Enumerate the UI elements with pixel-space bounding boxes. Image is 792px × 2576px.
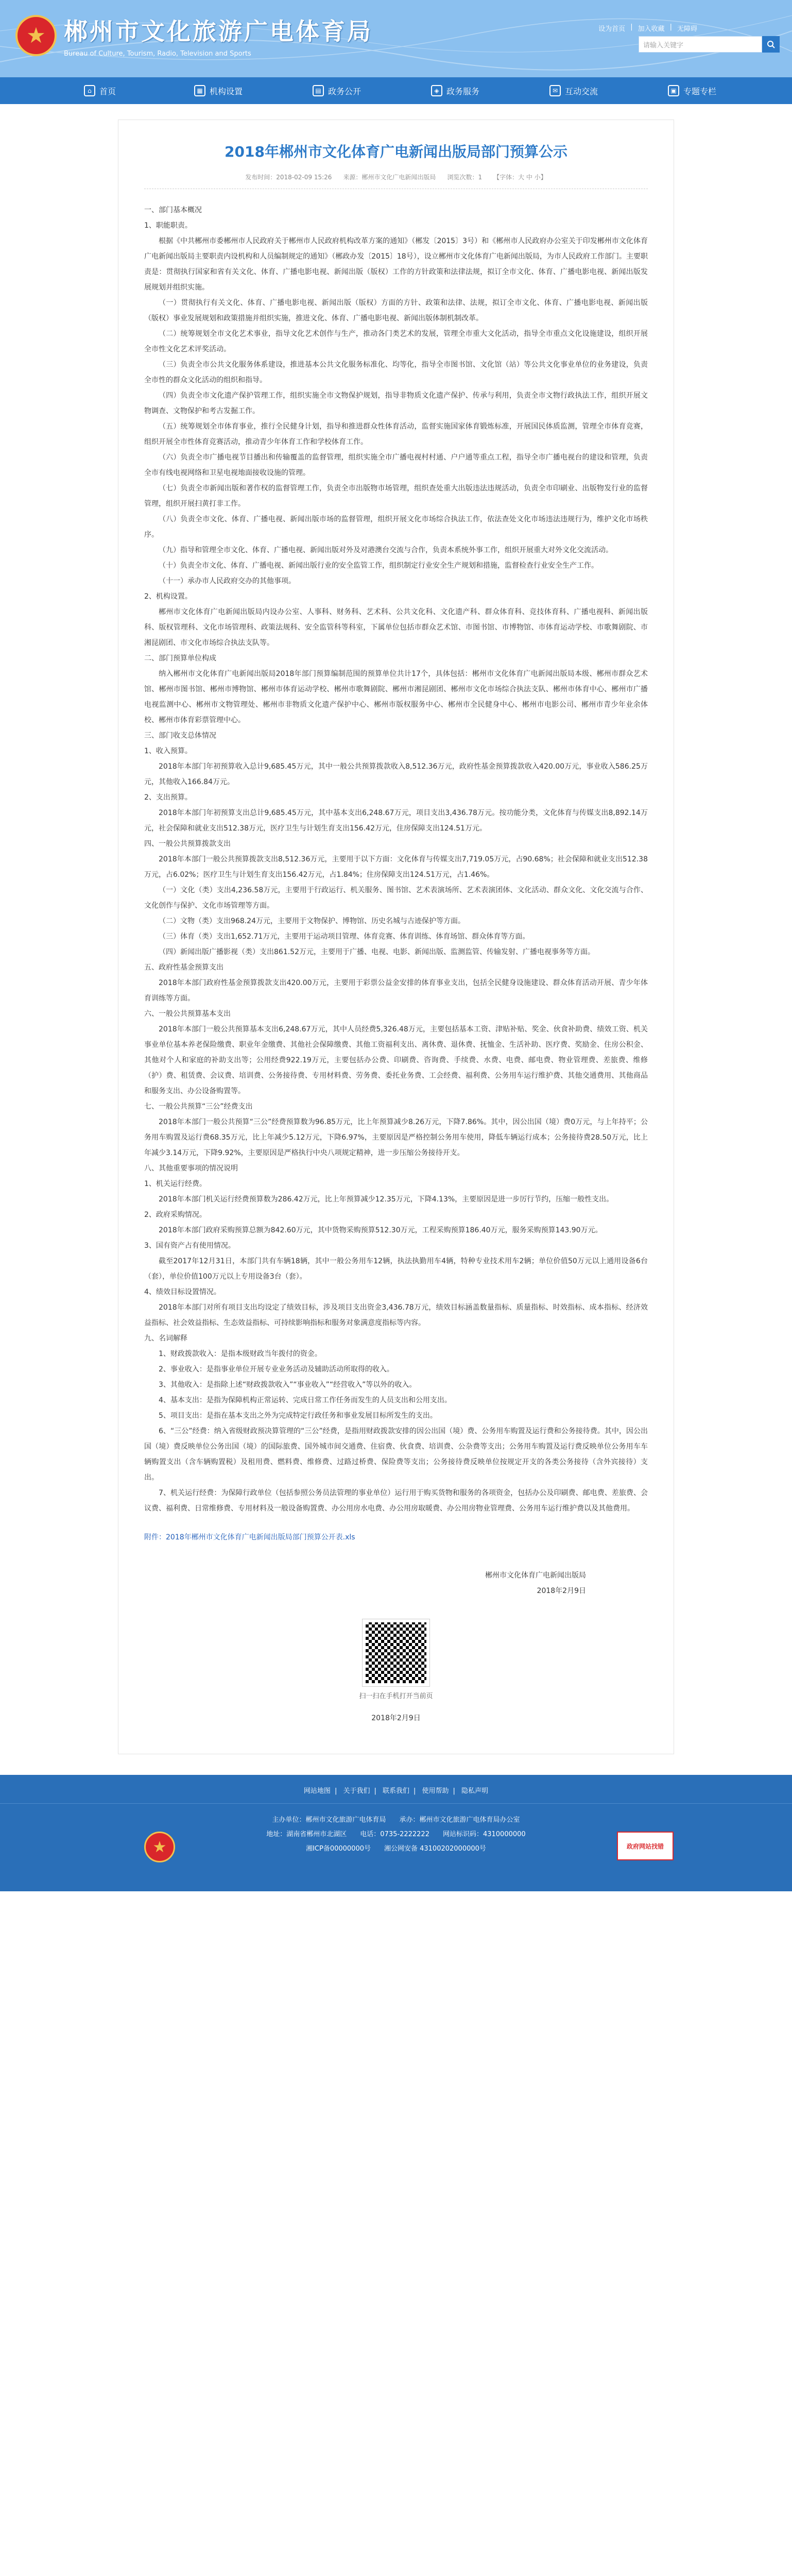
nav-label: 专题专栏 — [683, 86, 716, 96]
source: 来源：郴州市文化广电新闻出版局 — [343, 174, 436, 181]
footer-links: 网站地图 | 关于我们 | 联系我们 | 使用帮助 | 隐私声明 — [0, 1775, 792, 1804]
article-paragraph: 5、项目支出：是指在基本支出之外为完成特定行政任务和事业发展目标所发生的支出。 — [159, 1412, 437, 1420]
article-paragraph: （十）负责全市文化、体育、广播电视、新闻出版行业的安全监管工作，组织制定行业安全生产规划和措施，监督检查行业安全生产工作。 — [159, 562, 598, 570]
top-links: 设为首页 | 加入收藏 | 无障碍 — [596, 23, 699, 33]
article-paragraph: 一、部门基本概况 — [144, 206, 202, 214]
article-paragraph: （六）负责全市广播电视节目播出和传输覆盖的监督管理，组织实施全市广播电视村村通、户户通等重点工程，指导全市广播电视台的建设和管理，负责全市有线电视网络和卫星电视地面接收设施的管理。 — [144, 453, 648, 477]
attachment-link[interactable]: 附件：2018年郴州市文化体育广电新闻出版局部门预算公开表.xls — [144, 1533, 355, 1541]
article-paragraph: 七、一般公共预算“三公”经费支出 — [144, 1103, 253, 1111]
site-header — [0, 0, 792, 77]
party-emblem-icon[interactable]: ★ — [144, 1832, 175, 1862]
article-body — [144, 202, 648, 1516]
article-paragraph: 6、“三公”经费：纳入省级财政预决算管理的“三公”经费，是指用财政拨款安排的因公出国（境）费、公务用车购置及运行费和公务接待费。其中，因公出国（境）费反映单位公务出国（境）的国际旅费、国外城市间交通费、住宿费、伙食费、培训费、公杂费等支出；公务用车购置及运行费反映单位公务用车车辆购置支出（含车辆购置税）及租用费、燃料费、维修费、过路过桥费、保险费等支出；公务接待费反映单位按规定开支的各类公务接待（含外宾接待）支出。 — [144, 1427, 648, 1482]
footer-info-line: 湘ICP备00000000号 湘公网安备 43100202000000号 — [306, 1845, 486, 1853]
footer-info-line: 地址：湖南省郴州市北湖区 电话：0735-2222222 网站标识码：4310000000 — [266, 1831, 526, 1838]
nav-gov-info[interactable] — [278, 77, 396, 104]
article-paragraph: 2018年本部门一般公共预算“三公”经费预算数为96.85万元，比上年预算减少8.26万元，下降7.86%。其中，因公出国（境）费0万元，与上年持平；公务用车购置及运行费68.35万元，比上年减少5.12万元，下降6.97%，主要原因是严格控制公务用车使用，降低车辆运行成本；公务接待费28.50万元，比上年减少3.14万元，下降9.92%，主要原因是严格执行中央八项规定精神，进一步压缩公务接待开支。 — [144, 1118, 648, 1157]
article-paragraph: 1、机关运行经费。 — [144, 1180, 206, 1188]
nav-label: 机构设置 — [209, 86, 243, 96]
article-paragraph: 2018年本部门政府性基金预算拨款支出420.00万元，主要用于彩票公益金安排的体育事业支出，包括全民健身设施建设、群众体育活动开展、青少年体育训练等方面。 — [144, 979, 648, 1003]
article-paragraph: 1、财政拨款收入：是指本级财政当年拨付的资金。 — [159, 1350, 322, 1358]
article-paragraph: （九）指导和管理全市文化、体育、广播电视、新闻出版对外及对港澳台交流与合作，负责本系统外事工作，组织开展重大对外文化交流活动。 — [159, 546, 613, 554]
article-paragraph: 郴州市文化体育广电新闻出版局内设办公室、人事科、财务科、艺术科、公共文化科、文化遗产科、群众体育科、竞技体育科、广播电视科、新闻出版科、版权管理科、文化市场管理科、政策法规科、安全监管科等科室，下属单位包括市群众艺术馆、市图书馆、市博物馆、市体育运动学校、市歌舞剧院、市湘昆剧团、市文化市场综合执法支队等。 — [144, 608, 648, 647]
font-size-switch[interactable]: 【字体：大 中 小】 — [493, 174, 547, 181]
main-content — [0, 104, 792, 1775]
article-paragraph: 4、绩效目标设置情况。 — [144, 1288, 221, 1296]
article-paragraph: （七）负责全市新闻出版和著作权的监督管理工作，负责全市出版物市场管理，组织查处重大出版违法违规活动，负责全市印刷业、出版物发行业的监督管理，组织开展扫黄打非工作。 — [144, 484, 648, 508]
article-paragraph: 2、支出预算。 — [144, 793, 192, 802]
article-paragraph: 2018年本部门一般公共预算基本支出6,248.67万元，其中人员经费5,326.48万元，主要包括基本工资、津贴补贴、奖金、伙食补助费、绩效工资、机关事业单位基本养老保险缴费、职业年金缴费、其他社会保障缴费、其他工资福利支出、离休费、退休费、抚恤金、生活补助、医疗费、奖励金、住房公积金、其他对个人和家庭的补助支出等；公用经费922.19万元，主要包括办公费、印刷费、咨询费、手续费、水费、电费、邮电费、物业管理费、差旅费、维修（护）费、租赁费、会议费、培训费、公务接待费、专用材料费、劳务费、委托业务费、工会经费、福利费、公务用车运行维护费、其他交通费用、其他商品和服务支出、办公设备购置等。 — [144, 1025, 648, 1095]
accessibility-link[interactable]: 无障碍 — [677, 25, 697, 33]
search-icon — [767, 40, 775, 48]
sign-date: 2018年2月9日 — [537, 1587, 586, 1595]
article-paragraph: （二）文物（类）支出968.24万元，主要用于文物保护、博物馆、历史名城与古迹保护等方面。 — [159, 917, 465, 925]
article-paragraph: （十一）承办市人民政府交办的其他事项。 — [159, 577, 296, 585]
article-paragraph: 2018年本部门一般公共预算拨款支出8,512.36万元，主要用于以下方面：文化体育与传媒支出7,719.05万元，占90.68%；社会保障和就业支出512.38万元，占6.02%；医疗卫生与计划生育支出156.42万元，占1.84%；住房保障支出124.51万元，占1.46%。 — [144, 855, 648, 879]
nav-org[interactable] — [159, 77, 278, 104]
article — [118, 120, 674, 1754]
nav-label: 互动交流 — [564, 86, 598, 96]
article-paragraph: 二、部门预算单位构成 — [144, 654, 216, 663]
article-paragraph: 六、一般公共预算基本支出 — [144, 1010, 231, 1018]
article-paragraph: 根据《中共郴州市委郴州市人民政府关于郴州市人民政府机构改革方案的通知》（郴发〔2015〕3号）和《郴州市人民政府办公室关于印发郴州市文化体育广电新闻出版局主要职责内设机构和人员编制规定的通知》（郴政办发〔2015〕18号），设立郴州市文化体育广电新闻出版局，为市人民政府工作部门。主要职责是：贯彻执行国家和省有关文化、体育、广播电影电视、新闻出版（版权）工作的方针政策和法律法规，拟订全市文化、体育、广播电影电视、新闻出版发展规划并组织实施。 — [144, 237, 648, 292]
publish-time: 发布时间：2018-02-09 15:26 — [245, 174, 332, 181]
site-title: 郴州市文化旅游广电体育局 — [64, 18, 373, 45]
article-paragraph: 2018年本部门年初预算支出总计9,685.45万元，其中基本支出6,248.67万元，项目支出3,436.78万元。按功能分类，文化体育与传媒支出8,892.14万元，社会保障和就业支出512.38万元，医疗卫生与计划生育支出156.42万元，住房保障支出124.51万元。 — [144, 809, 648, 833]
article-paragraph: 八、其他重要事项的情况说明 — [144, 1164, 238, 1173]
site-title-en: Bureau of Culture, Tourism, Radio, Television and Sports — [64, 50, 251, 58]
qr-section — [144, 1619, 648, 1700]
article-paragraph: 7、机关运行经费：为保障行政单位（包括参照公务员法管理的事业单位）运行用于购买货物和服务的各项资金，包括办公及印刷费、邮电费、差旅费、会议费、福利费、日常维修费、专用材料及一般设备购置费、办公用房水电费、办公用房取暖费、办公用房物业管理费、公务用车运行维护费以及其他费用。 — [144, 1489, 648, 1513]
national-emblem-icon: ★ — [15, 15, 57, 56]
nav-label: 政务公开 — [328, 86, 361, 96]
article-paragraph: （四）新闻出版广播影视（类）支出861.52万元，主要用于广播、电视、电影、新闻出版、监测监管、传输发射、广播电视事务等方面。 — [159, 948, 595, 956]
article-paragraph: （四）负责全市文化遗产保护管理工作，组织实施全市文物保护规划，指导非物质文化遗产保护、传承与利用，负责全市文物行政执法工作，组织开展文物调查、文物保护和考古发掘工作。 — [144, 392, 648, 415]
search-input[interactable]: 请输入关键字 — [639, 36, 762, 53]
footer-link[interactable]: 关于我们 — [343, 1787, 370, 1795]
article-paragraph: 2、机构设置。 — [144, 592, 192, 601]
service-icon: ◈ — [431, 85, 442, 96]
article-paragraph: 2018年本部门政府采购预算总额为842.60万元，其中货物采购预算512.30万元，工程采购预算186.40万元，服务采购预算143.90万元。 — [159, 1226, 602, 1234]
error-report-badge[interactable]: 政府网站找错 — [617, 1832, 674, 1860]
article-paragraph: （八）负责全市文化、体育、广播电视、新闻出版市场的监督管理，组织开展文化市场综合执法工作，依法查处文化市场违法违规行为，维护文化市场秩序。 — [144, 515, 648, 539]
signature — [144, 1568, 648, 1599]
home-icon: ⌂ — [84, 85, 95, 96]
nav-home[interactable] — [41, 77, 159, 104]
search-button[interactable] — [762, 36, 780, 53]
nav-topics[interactable] — [633, 77, 751, 104]
article-paragraph: （三）体育（类）支出1,652.71万元，主要用于运动项目管理、体育竞赛、体育训练、体育场馆、群众体育等方面。 — [159, 933, 530, 941]
article-paragraph: 截至2017年12月31日，本部门共有车辆18辆，其中一般公务用车12辆，执法执勤用车4辆，特种专业技术用车2辆；单位价值50万元以上通用设备6台（套），单位价值100万元以上专用设备3台（套）。 — [144, 1257, 648, 1281]
article-paragraph: 2、事业收入：是指事业单位开展专业业务活动及辅助活动所取得的收入。 — [159, 1365, 394, 1374]
article-title: 2018年郴州市文化体育广电新闻出版局部门预算公示 — [225, 143, 567, 160]
footer-link[interactable]: 网站地图 — [303, 1787, 331, 1795]
sign-org: 郴州市文化体育广电新闻出版局 — [485, 1571, 586, 1580]
nav-interaction[interactable] — [514, 77, 633, 104]
article-paragraph: 三、部门收支总体情况 — [144, 732, 216, 740]
article-paragraph: （一）文化（类）支出4,236.58万元，主要用于行政运行、机关服务、图书馆、艺术表演场所、艺术表演团体、文化活动、群众文化、文化交流与合作、文化创作与保护、文化市场管理等方面。 — [144, 886, 648, 910]
main-nav — [0, 77, 792, 104]
article-paragraph: 1、职能职责。 — [144, 222, 192, 230]
qr-label: 扫一扫在手机打开当前页 — [359, 1692, 433, 1700]
nav-label: 政务服务 — [446, 86, 479, 96]
search-box — [639, 36, 780, 53]
footer-link[interactable]: 使用帮助 — [422, 1787, 449, 1795]
article-meta — [144, 173, 648, 189]
nav-label: 首页 — [99, 86, 116, 96]
article-paragraph: 纳入郴州市文化体育广电新闻出版局2018年部门预算编制范围的预算单位共计17个，具体包括：郴州市文化体育广电新闻出版局本级、郴州市群众艺术馆、郴州市图书馆、郴州市博物馆、郴州市体育运动学校、郴州市歌舞剧院、郴州市湘昆剧团、郴州市文化市场综合执法支队、郴州市体育中心、郴州市广播电视监测中心、郴州市文物管理处、郴州市非物质文化遗产保护中心、郴州市版权服务中心、郴州市全民健身中心、郴州市电影公司、郴州市青少年业余体校、郴州市体育彩票管理中心。 — [144, 670, 648, 724]
org-icon: ▦ — [194, 85, 205, 96]
article-paragraph: 四、一般公共预算拨款支出 — [144, 840, 231, 848]
add-favorite-link[interactable]: 加入收藏 — [638, 25, 665, 33]
article-paragraph: （一）贯彻执行有关文化、体育、广播电影电视、新闻出版（版权）方面的方针、政策和法律、法规，拟订全市文化、体育、广播电影电视、新闻出版（版权）事业发展规划和政策措施并组织实施，推进文化、体育、广播电影电视、新闻出版体制机制改革。 — [144, 299, 648, 323]
article-paragraph: 1、收入预算。 — [144, 747, 192, 755]
article-paragraph: 2018年本部门年初预算收入总计9,685.45万元，其中一般公共预算拨款收入8,512.36万元，政府性基金预算拨款收入420.00万元，事业收入586.25万元，其他收入166.84万元。 — [144, 762, 648, 786]
site-footer — [0, 1775, 792, 1891]
view-count: 浏览次数：1 — [447, 174, 483, 181]
site-logo[interactable] — [15, 13, 373, 58]
nav-service[interactable] — [396, 77, 514, 104]
article-paragraph: 2018年本部门机关运行经费预算数为286.42万元，比上年预算减少12.35万元，下降4.13%，主要原因是进一步厉行节约，压缩一般性支出。 — [159, 1195, 614, 1204]
doc-icon: ▤ — [313, 85, 324, 96]
article-paragraph: 4、基本支出：是指为保障机构正常运转、完成日常工作任务而发生的人员支出和公用支出。 — [159, 1396, 452, 1404]
footer-link[interactable]: 联系我们 — [382, 1787, 409, 1795]
chat-icon: ✉ — [549, 85, 561, 96]
article-paragraph: 3、国有资产占有使用情况。 — [144, 1242, 235, 1250]
topic-icon: ▣ — [668, 85, 679, 96]
article-paragraph: 3、其他收入：是指除上述“财政拨款收入”“事业收入”“经营收入”等以外的收入。 — [159, 1381, 417, 1389]
article-paragraph: （二）统筹规划全市文化艺术事业，指导文化艺术创作与生产，推动各门类艺术的发展，管理全市重大文化活动，指导全市重点文化设施建设，组织开展全市性文化艺术评奖活动。 — [144, 330, 648, 353]
set-homepage-link[interactable]: 设为首页 — [598, 25, 626, 33]
article-paragraph: （五）统筹规划全市体育事业，推行全民健身计划，指导和推进群众性体育活动，监督实施国家体育锻炼标准，开展国民体质监测，管理全市体育竞赛，组织开展全市性体育竞赛活动，推动青少年体育工作和学校体育工作。 — [144, 422, 648, 446]
qr-code-icon — [363, 1619, 429, 1686]
footer-link[interactable]: 隐私声明 — [461, 1787, 489, 1795]
doc-date: 2018年2月9日 — [371, 1714, 421, 1722]
article-paragraph: 2、政府采购情况。 — [144, 1211, 206, 1219]
article-paragraph: （三）负责全市公共文化服务体系建设，推进基本公共文化服务标准化、均等化，指导全市图书馆、文化馆（站）等公共文化事业单位的业务建设，负责全市性的群众文化活动的组织和指导。 — [144, 361, 648, 384]
article-paragraph: 五、政府性基金预算支出 — [144, 963, 223, 972]
article-paragraph: 2018年本部门对所有项目支出均设定了绩效目标，涉及项目支出资金3,436.78万元，绩效目标涵盖数量指标、质量指标、时效指标、成本指标、经济效益指标、社会效益指标、生态效益指标、可持续影响指标和服务对象满意度指标等内容。 — [144, 1303, 648, 1327]
footer-info-line: 主办单位：郴州市文化旅游广电体育局 承办：郴州市文化旅游广电体育局办公室 — [272, 1816, 520, 1824]
article-paragraph: 九、名词解释 — [144, 1334, 187, 1343]
